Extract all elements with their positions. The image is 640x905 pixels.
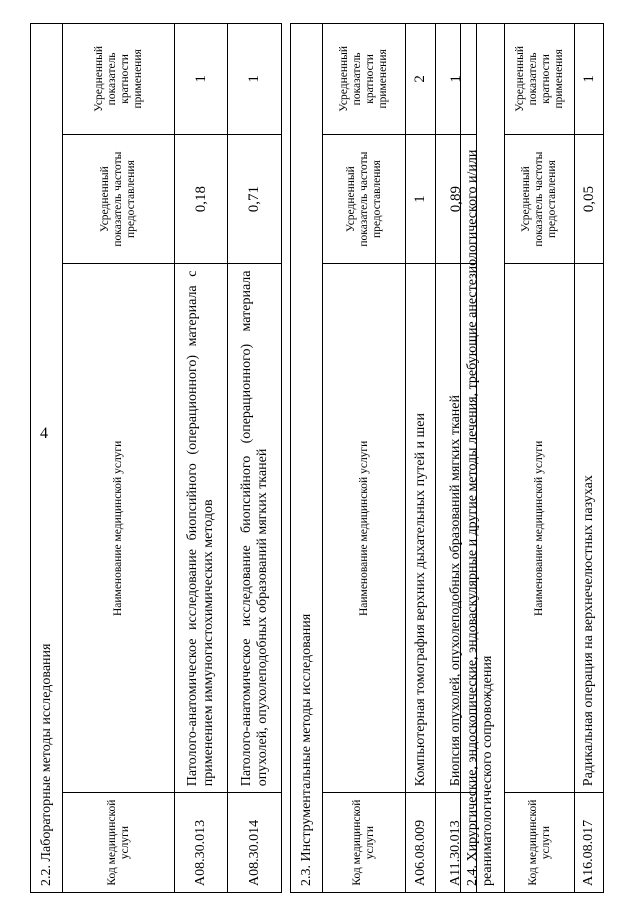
header-code: Код медицинской услуги [505,792,574,892]
section-title: 2.2. Лабораторные методы исследования [31,24,63,892]
service-frequency: 0,05 [575,134,603,264]
table-row [175,24,228,892]
service-multiplicity: 2 [412,75,428,83]
service-frequency: 1 [406,134,435,264]
section-title: 2.3. Инструментальные методы исследования [291,24,323,892]
section-laboratory-methods [30,23,282,893]
rotated-page-content [0,23,640,893]
header-multiplicity: Усредненный показатель кратности применения [338,45,389,112]
table-header-row [323,24,406,892]
header-name: Наименование медицинской услуги [323,263,405,792]
service-name: Компьютерная томография верхних дыхательных путей и шеи [406,263,435,792]
header-name: Наименование медицинской услуги [63,263,174,792]
service-multiplicity: 1 [192,75,209,83]
table-header-row [63,24,175,892]
table-row [228,24,281,892]
service-frequency: 0,89 [436,134,476,264]
service-code: A06.08.009 [406,792,435,892]
header-name: Наименование медицинской услуги [505,263,574,792]
header-frequency: Усредненный показатель частоты предоставления [63,134,174,264]
service-frequency: 0,18 [175,134,227,264]
table-row [575,24,603,892]
header-multiplicity: Усредненный показатель кратности применения [92,45,144,112]
header-frequency: Усредненный показатель частоты предоставления [505,134,574,264]
service-name: Радикальная операция на верхнечелюстных пазухах [575,263,603,792]
section-title: 2.4. Хирургические, эндоскопические, эндоваскулярные и другие методы лечения, требующие анестезиологического и/или реаниматологического сопровождения [461,24,505,892]
header-frequency: Усредненный показатель частоты предоставления [323,134,405,264]
table-header-row [505,24,575,892]
service-code: A08.30.014 [228,792,281,892]
header-code: Код медицинской услуги [63,792,174,892]
service-name: Патолого-анатомическое исследование биопсийного (операционного) материала опухолей, опухолеподобных образований мягких тканей [228,263,281,792]
service-frequency: 0,71 [228,134,281,264]
service-name: Патолого-анатомическое исследование биопсийного (операционного) материала с применением иммуногистохимических методов [175,263,227,792]
service-code: A16.08.017 [575,792,603,892]
service-multiplicity: 1 [246,75,262,83]
header-multiplicity: Усредненный показатель кратности применения [513,45,565,112]
section-surgical-methods [460,23,604,893]
section-instrumental-methods [290,23,477,893]
header-code: Код медицинской услуги [323,792,405,892]
table-row [406,24,436,892]
service-code: A08.30.013 [175,792,227,892]
service-code: A11.30.013 [436,792,476,892]
service-name: Биопсия опухолей, опухолеподобных образований мягких тканей [436,263,476,792]
page-number: 4 [40,425,48,442]
service-multiplicity: 1 [447,75,464,83]
service-multiplicity: 1 [580,75,597,83]
